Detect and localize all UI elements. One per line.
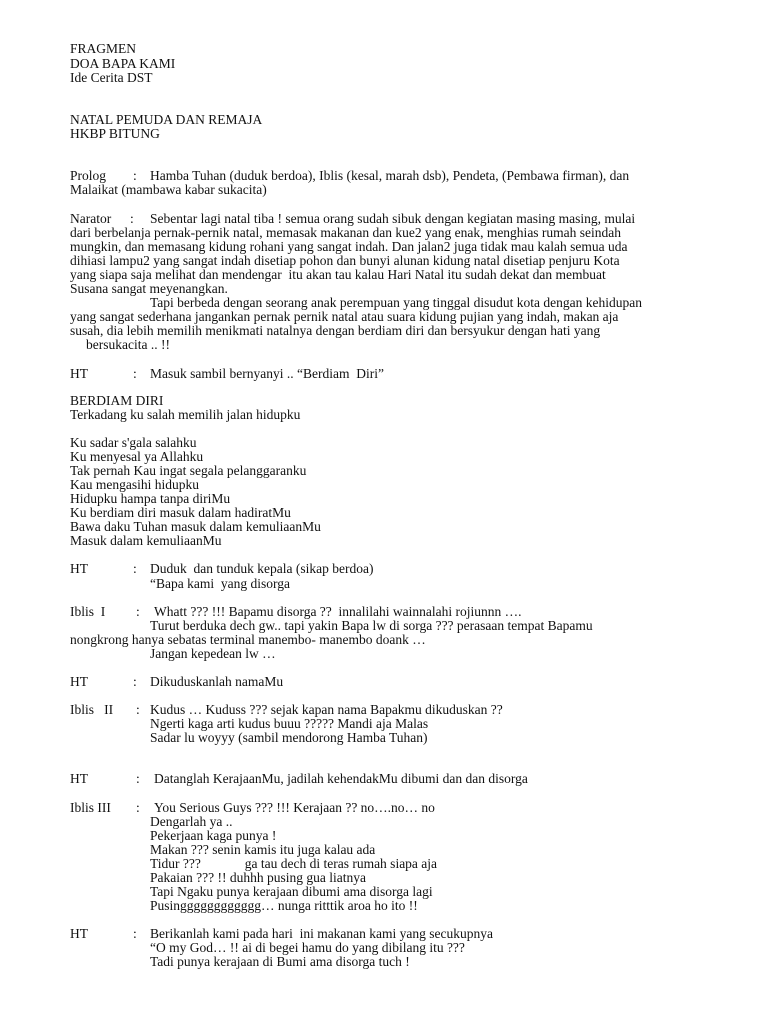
ht-label: HT — [70, 926, 88, 941]
ht-line: Berikanlah kami pada hari ini makanan kami yang secukupnya — [150, 926, 494, 941]
ht-colon: : — [133, 366, 137, 381]
ht-line: Dikuduskanlah namaMu — [150, 674, 284, 689]
header-event: NATAL PEMUDA DAN REMAJA — [70, 112, 263, 127]
ht-colon: : — [133, 561, 137, 576]
song-line: Ku berdiam diri masuk dalam hadiratMu — [70, 505, 291, 520]
ht-line: Duduk dan tunduk kepala (sikap berdoa) — [150, 561, 374, 576]
iblis-colon: : — [136, 800, 140, 815]
iblis-line: Tidur ??? ga tau dech di teras rumah siapa aja — [150, 856, 438, 871]
iblis-line: Pekerjaan kaga punya ! — [150, 828, 277, 843]
narator-line: susah, dia lebih memilih menikmati natalnya dengan berdiam diri dan bersyukur dengan hati yang — [70, 323, 601, 338]
iblis-line: Dengarlah ya .. — [150, 814, 233, 829]
ht-colon: : — [133, 674, 137, 689]
ht-label: HT — [70, 561, 88, 576]
ht-line: “O my God… !! ai di begei hamu do yang dibilang itu ??? — [150, 940, 465, 955]
narator-line: yang siapa saja melihat dan mendengar itu akan tau kalau Hari Natal itu sudah dekat dan membuat — [70, 267, 606, 282]
iblis-colon: : — [136, 604, 140, 619]
prolog-label: Prolog — [70, 168, 107, 183]
ht-label: HT — [70, 674, 88, 689]
ht-colon: : — [133, 926, 137, 941]
iblis-line: nongkrong hanya sebatas terminal manembo- manembo doank … — [70, 632, 426, 647]
narator-label: Narator — [70, 211, 112, 226]
song-line: Bawa daku Tuhan masuk dalam kemuliaanMu — [70, 519, 321, 534]
iblis-line: Tapi Ngaku punya kerajaan dibumi ama disorga lagi — [150, 884, 433, 899]
ht-line: “Bapa kami yang disorga — [150, 576, 290, 591]
narator-line: yang sangat sederhana jangankan pernak pernik natal atau suara kidung pujian yang indah, makan aja — [70, 309, 619, 324]
iblis-label: Iblis III — [70, 800, 111, 815]
header-title: DOA BAPA KAMI — [70, 56, 176, 71]
narator-line: Tapi berbeda dengan seorang anak perempuan yang tinggal disudut kota dengan kehidupan — [150, 295, 643, 310]
narator-colon: : — [130, 211, 134, 226]
iblis-line: Turut berduka dech gw.. tapi yakin Bapa lw di sorga ??? perasaan tempat Bapamu — [150, 618, 593, 633]
narator-line: Susana sangat meyenangkan. — [70, 281, 228, 296]
narator-line: bersukacita .. !! — [86, 337, 170, 352]
ht-colon: : — [136, 771, 140, 786]
iblis-line: Whatt ??? !!! Bapamu disorga ?? innalilahi wainnalahi rojiunnn …. — [154, 604, 522, 619]
iblis-line: Kudus … Kuduss ??? sejak kapan nama Bapakmu dikuduskan ?? — [150, 702, 503, 717]
prolog-line-1: Hamba Tuhan (duduk berdoa), Iblis (kesal, marah dsb), Pendeta, (Pembawa firman), dan — [150, 168, 630, 183]
header-idea: Ide Cerita DST — [70, 70, 153, 85]
song-intro: Terkadang ku salah memilih jalan hidupku — [70, 407, 301, 422]
narator-line: dari berbelanja pernak-pernik natal, memasak makanan dan kue2 yang enak, menghias rumah seindah — [70, 225, 622, 240]
prolog-colon: : — [133, 168, 137, 183]
iblis-line: Ngerti kaga arti kudus buuu ????? Mandi aja Malas — [150, 716, 429, 731]
header-fragmen: FRAGMEN — [70, 41, 137, 56]
song-title: BERDIAM DIRI — [70, 393, 164, 408]
iblis-line: Pakaian ??? !! duhhh pusing gua liatnya — [150, 870, 366, 885]
song-line: Masuk dalam kemuliaanMu — [70, 533, 222, 548]
prolog-line-2: Malaikat (mambawa kabar sukacita) — [70, 182, 267, 197]
iblis-label: Iblis I — [70, 604, 106, 619]
song-line: Tak pernah Kau ingat segala pelanggaranku — [70, 463, 307, 478]
iblis-line: Makan ??? senin kamis itu juga kalau ada — [150, 842, 376, 857]
iblis-line: Sadar lu woyyy (sambil mendorong Hamba Tuhan) — [150, 730, 428, 745]
iblis-label: Iblis II — [70, 702, 114, 717]
iblis-line: You Serious Guys ??? !!! Kerajaan ?? no….no… no — [154, 800, 435, 815]
ht-label: HT — [70, 771, 88, 786]
header-church: HKBP BITUNG — [70, 126, 160, 141]
ht-line: Tadi punya kerajaan di Bumi ama disorga tuch ! — [150, 954, 410, 969]
song-line: Kau mengasihi hidupku — [70, 477, 199, 492]
song-line: Ku sadar s'gala salahku — [70, 435, 197, 450]
song-line: Ku menyesal ya Allahku — [70, 449, 204, 464]
narator-line: Sebentar lagi natal tiba ! semua orang sudah sibuk dengan kegiatan masing masing, mulai — [150, 211, 636, 226]
iblis-colon: : — [136, 702, 140, 717]
iblis-line: Jangan kepedean lw … — [150, 646, 276, 661]
ht-line: Masuk sambil bernyanyi .. “Berdiam Diri” — [150, 366, 384, 381]
narator-line: mungkin, dan memasang kidung rohani yang sangat indah. Dan jalan2 juga tidak mau kalah semua uda — [70, 239, 628, 254]
song-line: Hidupku hampa tanpa diriMu — [70, 491, 231, 506]
ht-line: Datanglah KerajaanMu, jadilah kehendakMu dibumi dan dan disorga — [154, 771, 528, 786]
narator-line: dihiasi lampu2 yang sangat indah disetiap pohon dan bunyi alunan kidung natal disetiap penjuru Kota — [70, 253, 620, 268]
iblis-line: Pusingggggggggggg… nunga ritttik aroa ho ito !! — [150, 898, 418, 913]
ht-label: HT — [70, 366, 88, 381]
